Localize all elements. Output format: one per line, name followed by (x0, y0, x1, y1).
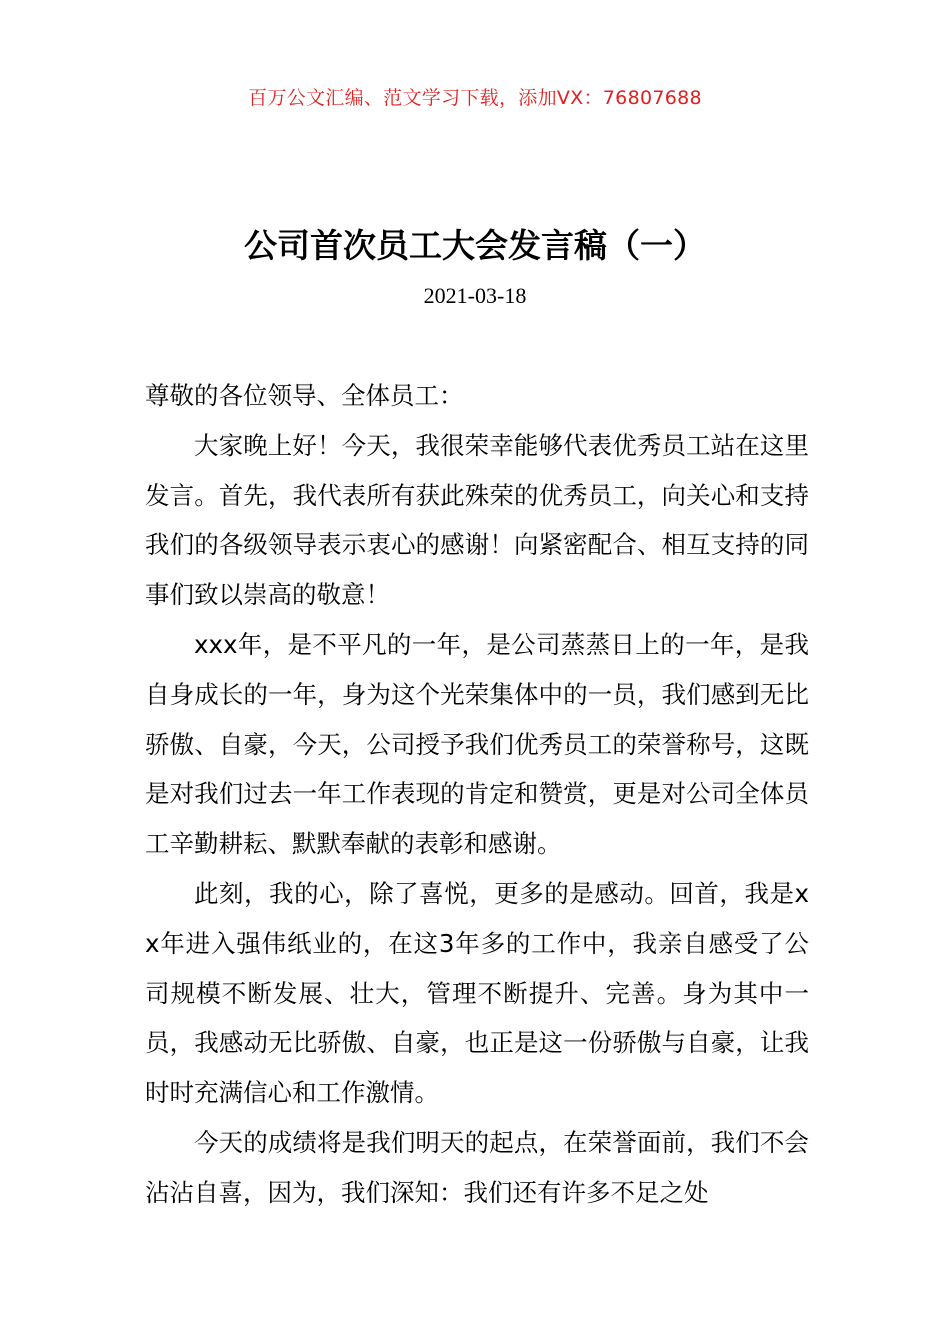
paragraph: 此刻，我的心，除了喜悦，更多的是感动。回首，我是xx年进入强伟纸业的，在这3年多的工作中，我亲自感受了公司规模不断发展、壮大，管理不断提升、完善。身为其中一员，我感动无比骄傲、自豪，也正是这一份骄傲与自豪，让我时时充满信心和工作激情。 (145, 878, 809, 1108)
document-date: 2021-03-18 (423, 283, 527, 308)
paragraph: xxx年，是不平凡的一年，是公司蒸蒸日上的一年，是我自身成长的一年，身为这个光荣集体中的一员，我们感到无比骄傲、自豪，今天，公司授予我们优秀员工的荣誉称号，这既是对我们过去一年工作表现的肯定和赞赏，更是对公司全体员工辛勤耕耘、默默奉献的表彰和感谢。 (145, 629, 809, 859)
paragraph: 大家晚上好！今天，我很荣幸能够代表优秀员工站在这里发言。首先，我代表所有获此殊荣的优秀员工，向关心和支持我们的各级领导表示衷心的感谢！向紧密配合、相互支持的同事们致以崇高的敬意！ (145, 430, 809, 610)
watermark-text: 百万公文汇编、范文学习下载，添加VX：76807688 (248, 87, 702, 109)
document-body (145, 371, 809, 1218)
salutation: 尊敬的各位领导、全体员工： (145, 381, 464, 410)
document-title: 公司首次员工大会发言稿（一） (244, 226, 706, 265)
paragraph: 今天的成绩将是我们明天的起点，在荣誉面前，我们不会沾沾自喜，因为，我们深知：我们还有许多不足之处 (145, 1127, 809, 1207)
